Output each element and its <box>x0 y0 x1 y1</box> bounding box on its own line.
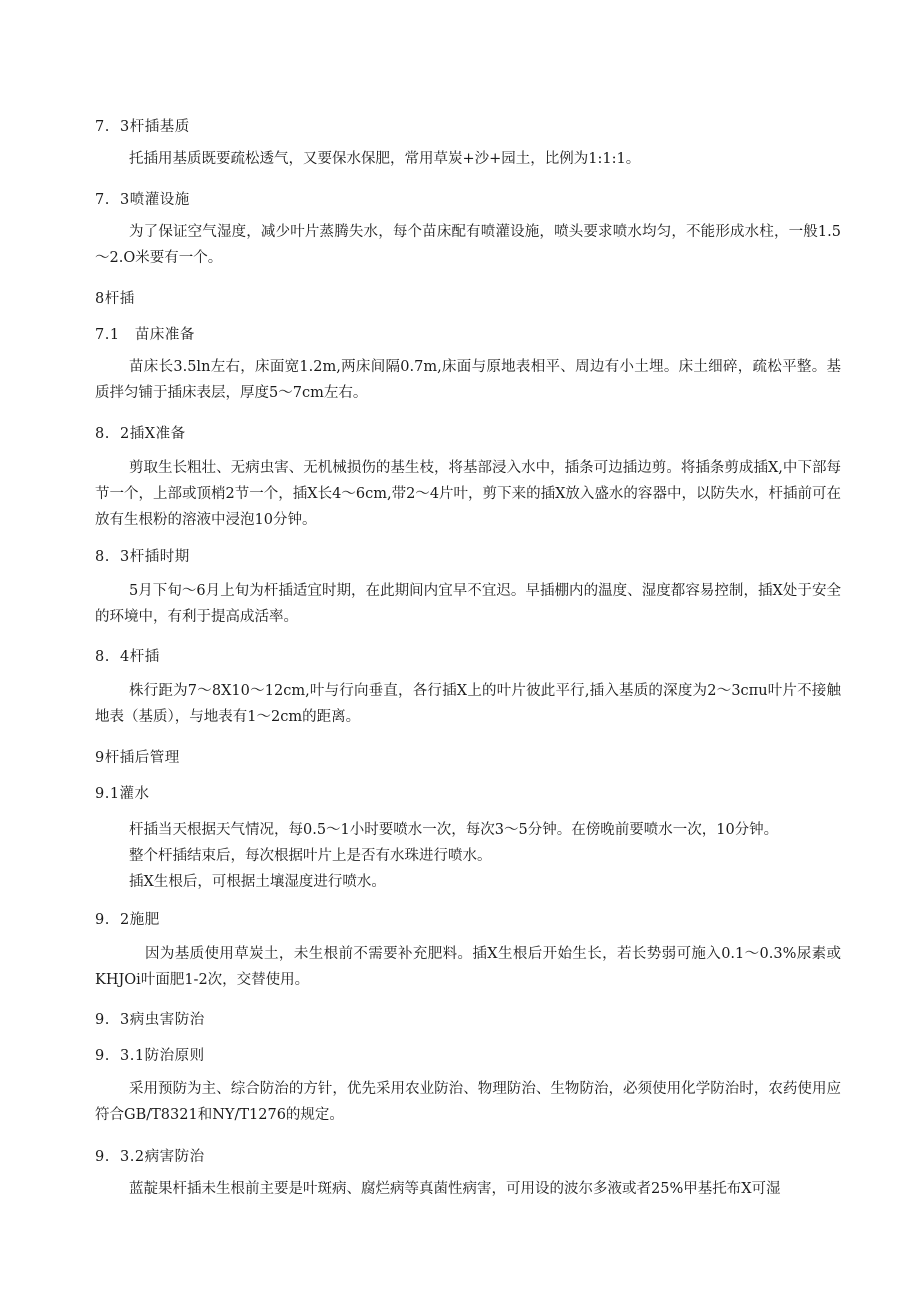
body-line: 插X生根后，可根据土壤湿度进行喷水。 <box>129 874 386 890</box>
section-body: 剪取生长粗壮、无病虫害、无机械损伤的基生枝，将基部浸入水中，插条可边插边剪。将插条剪成插X,中下部每节一个，上部或顶梢2节一个，插X长4～6cm,带2～4片叶，剪下来的插X放入盛水的容器中，以防失水，杆插前可在放有生根粉的溶液中浸泡10分钟。 <box>95 460 841 528</box>
section-heading: 9杆插后管理 <box>95 750 180 766</box>
section-body: 采用预防为主、综合防治的方针，优先采用农业防治、物理防治、生物防治，必须使用化学防治时，农药使用应符合GB/T8321和NY/T1276的规定。 <box>95 1081 841 1123</box>
section-heading: 9. 3.2病害防治 <box>95 1149 205 1165</box>
section-heading: 7.1 苗床准备 <box>95 327 195 343</box>
section-heading: 9.1灌水 <box>95 786 150 802</box>
section-heading: 8. 2插X准备 <box>95 426 186 442</box>
section-heading: 8. 4杆插 <box>95 649 160 665</box>
section-body: 株行距为7～8X10～12cm,叶与行向垂直，各行插X上的叶片彼此平行,插入基质的深度为2～3cπu叶片不接触地表（基质），与地表有1～2cm的距离。 <box>95 683 841 725</box>
section-heading: 7. 3杆插基质 <box>95 119 190 135</box>
section-body: 5月下旬～6月上旬为杆插适宜时期，在此期间内宜早不宜迟。早插棚内的温度、湿度都容易控制，插X处于安全的环境中，有利于提高成活率。 <box>95 583 841 625</box>
section-heading: 7. 3喷灌设施 <box>95 192 190 208</box>
section-heading: 9. 2施肥 <box>95 912 160 928</box>
body-line: 整个杆插结束后，每次根据叶片上是否有水珠进行喷水。 <box>129 848 492 864</box>
body-line: 杆插当天根据天气情况，每0.5～1小时要喷水一次，每次3～5分钟。在傍晚前要喷水一次，10分钟。 <box>129 822 779 838</box>
section-body: 托插用基质既要疏松透气，又要保水保肥，常用草炭+沙+园土，比例为1:1:1。 <box>129 151 641 167</box>
section-body: 蓝靛果杆插未生根前主要是叶斑病、腐烂病等真菌性病害，可用设的波尔多液或者25%甲基托布X可湿 <box>129 1181 781 1197</box>
section-body: 苗床长3.5ln左右，床面宽1.2m,两床间隔0.7m,床面与原地表相平、周边有小土埋。床土细碎，疏松平整。基质拌匀铺于插床表层，厚度5～7cm左右。 <box>95 359 841 401</box>
section-body: 因为基质使用草炭土，未生根前不需要补充肥料。插X生根后开始生长，若长势弱可施入0.1～0.3%尿素或KHJOi叶面肥1-2次，交替使用。 <box>95 946 841 988</box>
section-heading: 8. 3杆插时期 <box>95 549 190 565</box>
section-heading: 9. 3病虫害防治 <box>95 1012 205 1028</box>
section-heading: 8杆插 <box>95 291 135 307</box>
section-heading: 9. 3.1防治原则 <box>95 1048 205 1064</box>
section-body: 为了保证空气湿度，减少叶片蒸腾失水，每个苗床配有喷灌设施，喷头要求喷水均匀，不能形成水柱，一般1.5～2.O米要有一个。 <box>95 224 841 266</box>
